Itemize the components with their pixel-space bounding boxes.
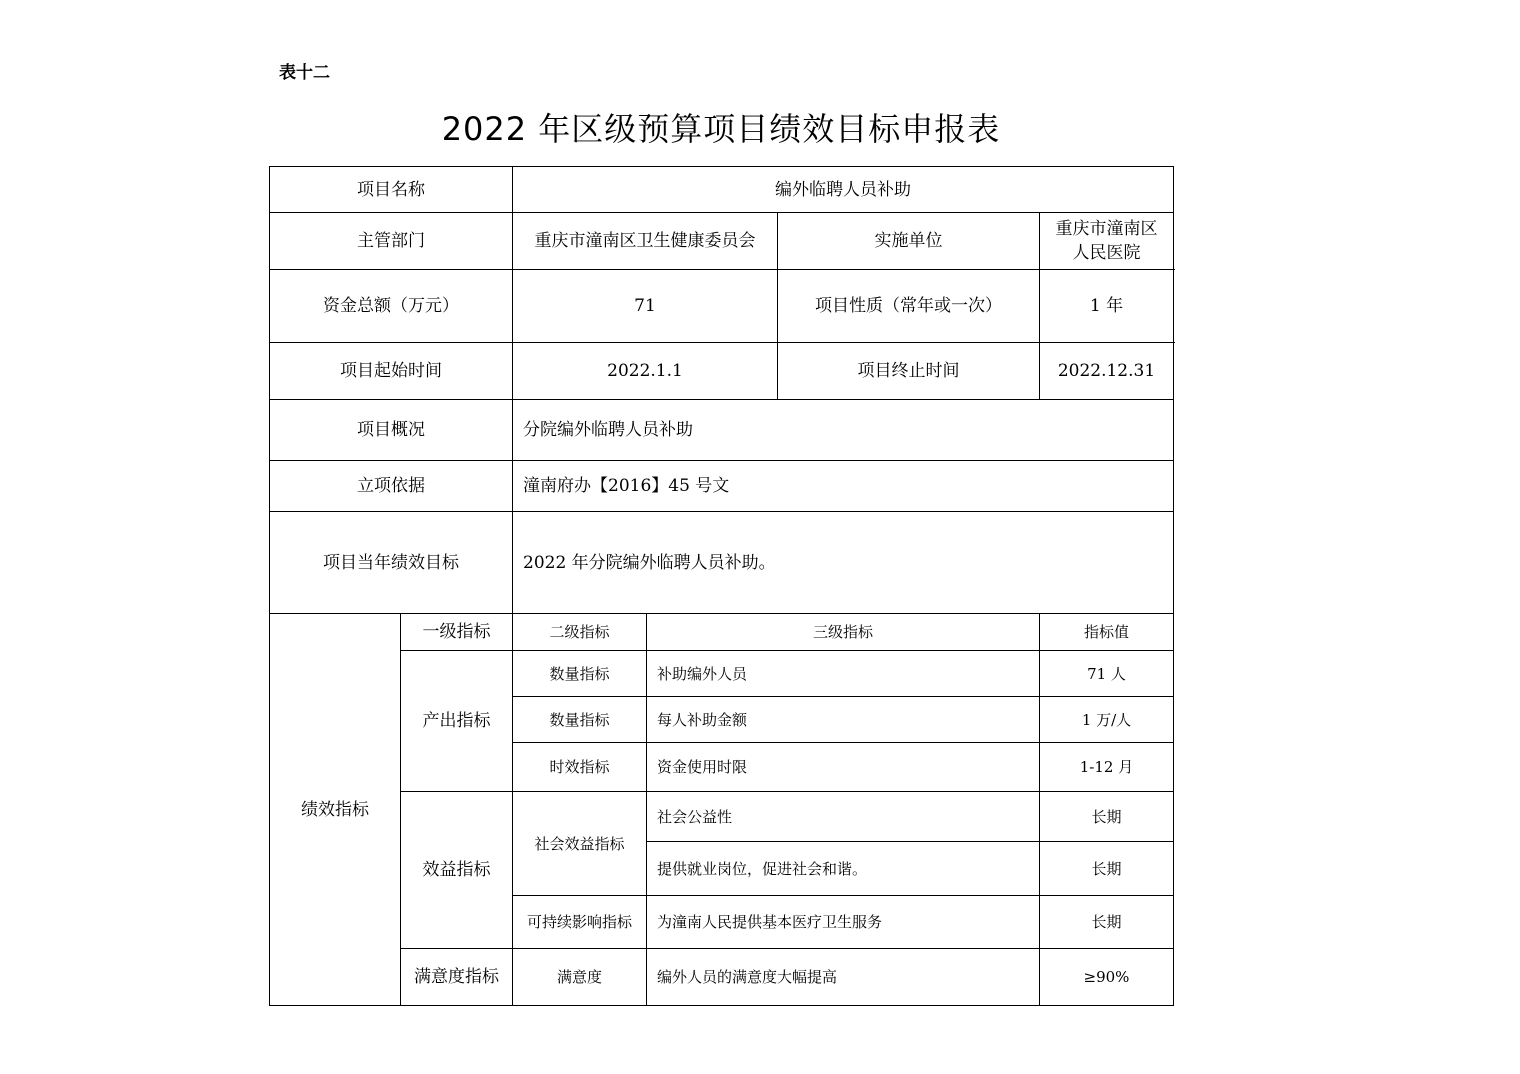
row-dates xyxy=(270,343,1174,400)
level1-header: 一级指标 xyxy=(401,614,513,651)
level3-cell: 编外人员的满意度大幅提高 xyxy=(647,949,1040,1006)
basis-label: 立项依据 xyxy=(270,461,513,512)
output-indicator-label: 产出指标 xyxy=(401,651,513,792)
value-header: 指标值 xyxy=(1040,614,1174,651)
implementing-unit-label: 实施单位 xyxy=(778,213,1040,270)
table-row xyxy=(270,792,1174,842)
value-cell: ≥90% xyxy=(1040,949,1174,1006)
value-cell: 1 万/人 xyxy=(1040,697,1174,743)
level2-cell: 满意度 xyxy=(513,949,647,1006)
level2-cell: 社会效益指标 xyxy=(513,792,647,896)
implementing-unit-value: 重庆市潼南区人民医院 xyxy=(1040,213,1174,270)
table-row xyxy=(270,651,1174,697)
value-cell: 长期 xyxy=(1040,842,1174,896)
table-number-label: 表十二 xyxy=(279,63,330,83)
performance-indicators-label: 绩效指标 xyxy=(270,614,401,1006)
department-label: 主管部门 xyxy=(270,213,513,270)
row-funds xyxy=(270,270,1174,343)
row-annual-goal xyxy=(270,512,1174,614)
end-date-value: 2022.12.31 xyxy=(1040,343,1174,400)
start-date-value: 2022.1.1 xyxy=(513,343,778,400)
project-name-label: 项目名称 xyxy=(270,167,513,213)
level2-cell: 时效指标 xyxy=(513,743,647,792)
annual-goal-value: 2022 年分院编外临聘人员补助。 xyxy=(513,512,1174,614)
level3-cell: 每人补助金额 xyxy=(647,697,1040,743)
value-cell: 71 人 xyxy=(1040,651,1174,697)
satisfaction-indicator-label: 满意度指标 xyxy=(401,949,513,1006)
overview-value: 分院编外临聘人员补助 xyxy=(513,400,1174,461)
level3-cell: 补助编外人员 xyxy=(647,651,1040,697)
project-nature-label: 项目性质（常年或一次） xyxy=(778,270,1040,343)
value-cell: 长期 xyxy=(1040,792,1174,842)
level3-cell: 为潼南人民提供基本医疗卫生服务 xyxy=(647,896,1040,949)
basis-value: 潼南府办【2016】45 号文 xyxy=(513,461,1174,512)
level3-cell: 资金使用时限 xyxy=(647,743,1040,792)
value-cell: 1-12 月 xyxy=(1040,743,1174,792)
row-department xyxy=(270,213,1174,270)
level2-cell: 可持续影响指标 xyxy=(513,896,647,949)
indicator-header-row xyxy=(270,614,1174,651)
level2-cell: 数量指标 xyxy=(513,697,647,743)
row-overview xyxy=(270,400,1174,461)
level3-header: 三级指标 xyxy=(647,614,1040,651)
department-value: 重庆市潼南区卫生健康委员会 xyxy=(513,213,778,270)
table-row xyxy=(270,949,1174,1006)
row-basis xyxy=(270,461,1174,512)
level3-cell: 提供就业岗位，促进社会和谐。 xyxy=(647,842,1040,896)
level2-cell: 数量指标 xyxy=(513,651,647,697)
level2-header: 二级指标 xyxy=(513,614,647,651)
project-name-value: 编外临聘人员补助 xyxy=(513,167,1174,213)
total-funds-value: 71 xyxy=(513,270,778,343)
benefit-indicator-label: 效益指标 xyxy=(401,792,513,949)
annual-goal-label: 项目当年绩效目标 xyxy=(270,512,513,614)
performance-goal-form xyxy=(269,166,1174,1006)
value-cell: 长期 xyxy=(1040,896,1174,949)
end-date-label: 项目终止时间 xyxy=(778,343,1040,400)
project-nature-value: 1 年 xyxy=(1040,270,1174,343)
level3-cell: 社会公益性 xyxy=(647,792,1040,842)
row-project-name xyxy=(270,167,1174,213)
total-funds-label: 资金总额（万元） xyxy=(270,270,513,343)
start-date-label: 项目起始时间 xyxy=(270,343,513,400)
document-title: 2022 年区级预算项目绩效目标申报表 xyxy=(441,110,1001,148)
overview-label: 项目概况 xyxy=(270,400,513,461)
